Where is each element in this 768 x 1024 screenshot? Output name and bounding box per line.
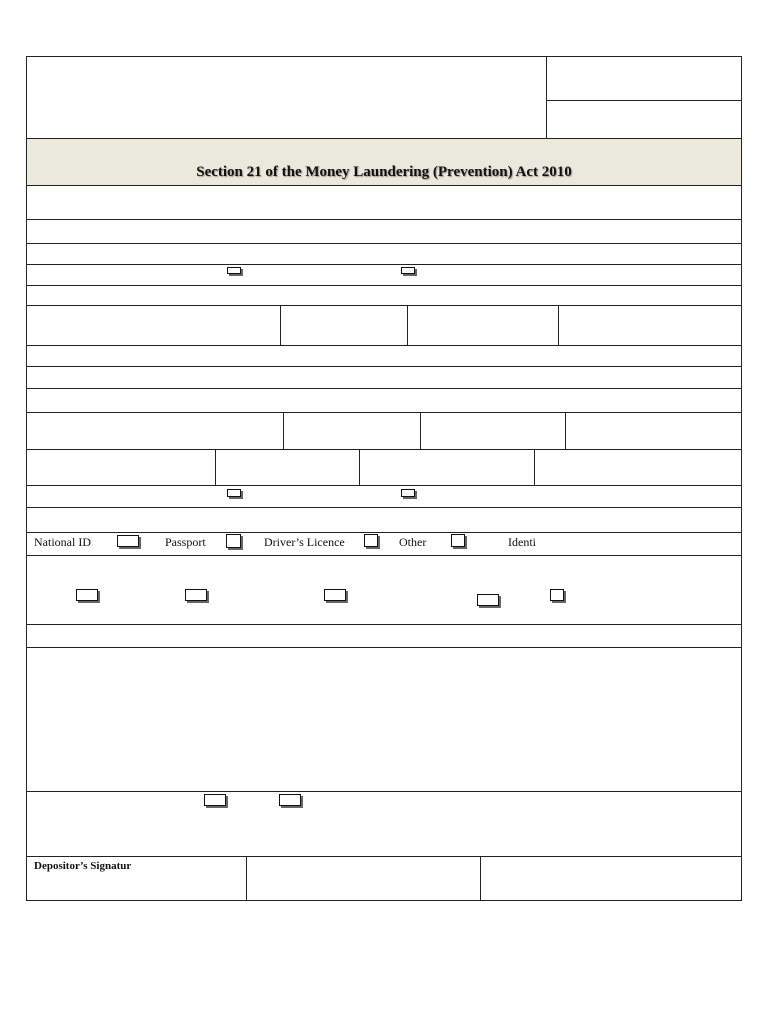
row-line: [27, 647, 741, 648]
row-line: [27, 532, 741, 533]
checkbox[interactable]: [550, 589, 564, 601]
passport-checkbox[interactable]: [226, 534, 241, 548]
cell-divider: [246, 856, 247, 900]
national-id-checkbox[interactable]: [117, 535, 139, 547]
cell-divider: [558, 305, 559, 345]
cell-divider: [534, 449, 535, 485]
other-label: Other: [399, 535, 427, 549]
row-line: [27, 366, 741, 367]
checkbox[interactable]: [185, 589, 207, 601]
cell-divider: [359, 449, 360, 485]
identi-label: Identi: [508, 535, 536, 549]
form-title: Section 21 of the Money Laundering (Prevention) Act 2010: [196, 164, 572, 180]
cell-divider: [420, 412, 421, 449]
row-line: [27, 791, 741, 792]
row-line: [27, 185, 741, 186]
drivers-licence-checkbox[interactable]: [364, 534, 378, 547]
cell-divider: [283, 412, 284, 449]
header-right-split: [546, 100, 741, 101]
checkbox[interactable]: [76, 589, 98, 601]
checkbox[interactable]: [204, 794, 226, 806]
passport-label: Passport: [165, 535, 206, 549]
row-line: [27, 449, 741, 450]
row-line: [27, 345, 741, 346]
drivers-licence-label: Driver’s Licence: [264, 535, 345, 549]
row-line: [27, 305, 741, 306]
row-line: [27, 856, 741, 857]
checkbox[interactable]: [477, 594, 499, 606]
cell-divider: [565, 412, 566, 449]
row-line: [27, 507, 741, 508]
row-line: [27, 412, 741, 413]
checkbox[interactable]: [401, 489, 415, 497]
cell-divider: [215, 449, 216, 485]
row-line: [27, 624, 741, 625]
checkbox[interactable]: [279, 794, 301, 806]
cell-divider: [407, 305, 408, 345]
row-line: [27, 485, 741, 486]
cell-divider: [480, 856, 481, 900]
row-line: [27, 388, 741, 389]
header-divider: [546, 57, 547, 139]
cell-divider: [280, 305, 281, 345]
checkbox[interactable]: [324, 589, 346, 601]
row-line: [27, 264, 741, 265]
other-checkbox[interactable]: [451, 534, 465, 547]
checkbox[interactable]: [227, 489, 241, 497]
row-line: [27, 555, 741, 556]
row-line: [27, 243, 741, 244]
national-id-label: National ID: [34, 535, 91, 549]
checkbox[interactable]: [227, 267, 241, 274]
row-line: [27, 219, 741, 220]
row-line: [27, 285, 741, 286]
checkbox[interactable]: [401, 267, 415, 274]
depositor-signature-label: Depositor’s Signatur: [34, 860, 132, 872]
